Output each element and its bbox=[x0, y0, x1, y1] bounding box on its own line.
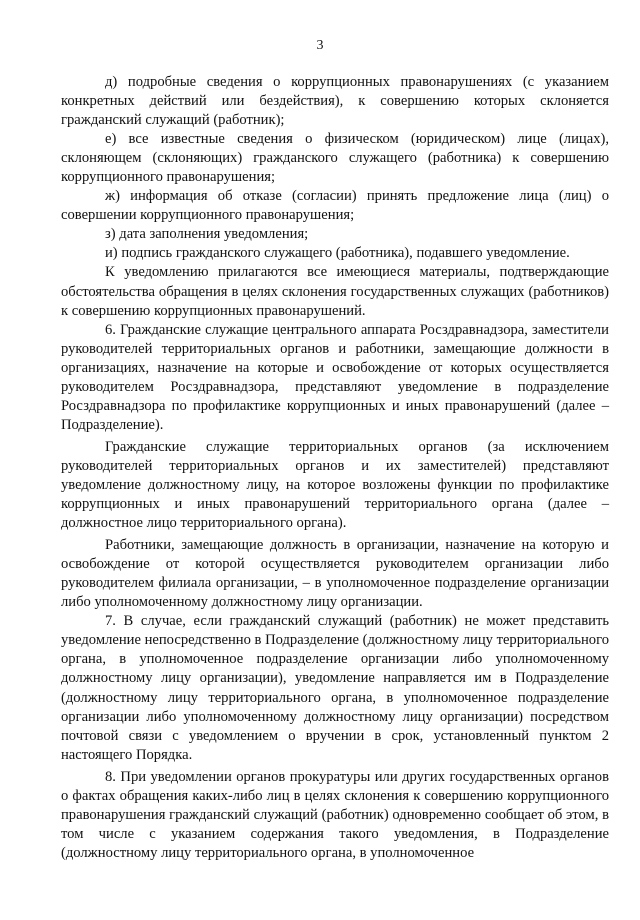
paragraph-item-i: и) подпись гражданского служащего (работника), подавшего уведомление. bbox=[105, 245, 570, 262]
paragraph-organization-workers: Работники, замещающие должность в организации, назначение на которую и освобождение от которой осуществляется руководителем организации либо руководителем филиала организации, – в уполномоченное подразделение организации либо уполномоченному должностному лицу организации. bbox=[61, 537, 609, 611]
paragraph-item-e: е) все известные сведения о физическом (юридическом) лице (лицах), склоняющем (склоняющих) гражданского служащего (работника) к совершению коррупционного правонарушения; bbox=[61, 131, 609, 186]
paragraph-section-6: 6. Гражданские служащие центрального аппарата Росздравнадзора, заместители руководителей территориальных органов и работники, замещающие должности в организациях, назначение на которые и освобождение от которых осуществляется руководителем Росздравнадзора, представляют уведомление в подразделение Росздравнадзора по профилактике коррупционных и иных правонарушений (далее – Подразделение). bbox=[61, 321, 609, 433]
paragraph-section-8: 8. При уведомлении органов прокуратуры или других государственных органов о фактах обращения каких-либо лиц в целях склонения к совершению коррупционного правонарушения гражданский служащий (работник) одновременно сообщает об этом, в том числе с указанием содержания такого уведомления, в Подразделение (должностному лицу территориального органа, в уполномоченное bbox=[61, 768, 609, 861]
paragraph-item-zh: ж) информация об отказе (согласии) принять предложение лица (лиц) о совершении коррупционного правонарушения; bbox=[61, 188, 609, 224]
paragraph-section-7: 7. В случае, если гражданский служащий (работник) не может представить уведомление непосредственно в Подразделение (должностному лицу территориального органа, в уполномоченное подразделение организации либо уполномоченному должностному лицу организации), уведомление направляется им в Подразделение (должностному лицу территориального органа, в уполномоченное подразделение организации либо уполномоченному должностному лицу организации) посредством почтовой связи с уведомлением о вручении в срок, установленный пунктом 2 настоящего Порядка. bbox=[61, 613, 609, 763]
document-body bbox=[61, 73, 609, 863]
paragraph-territorial-servants: Гражданские служащие территориальных органов (за исключением руководителей территориальных органов и их заместителей) представляют уведомление должностному лицу, на которое возложены функции по профилактике коррупционных и иных правонарушений территориального органа (далее – должностное лицо территориального органа). bbox=[61, 438, 609, 532]
paragraph-attachments: К уведомлению прилагаются все имеющиеся материалы, подтверждающие обстоятельства обращения в целях склонения государственных служащих (работников) к совершению коррупционных правонарушений. bbox=[61, 264, 609, 319]
paragraph-item-z: з) дата заполнения уведомления; bbox=[105, 226, 309, 243]
page-number: 3 bbox=[316, 38, 324, 53]
paragraph-item-d: д) подробные сведения о коррупционных правонарушениях (с указанием конкретных действий или бездействия), к совершению которых склоняется гражданский служащий (работник); bbox=[61, 74, 609, 129]
